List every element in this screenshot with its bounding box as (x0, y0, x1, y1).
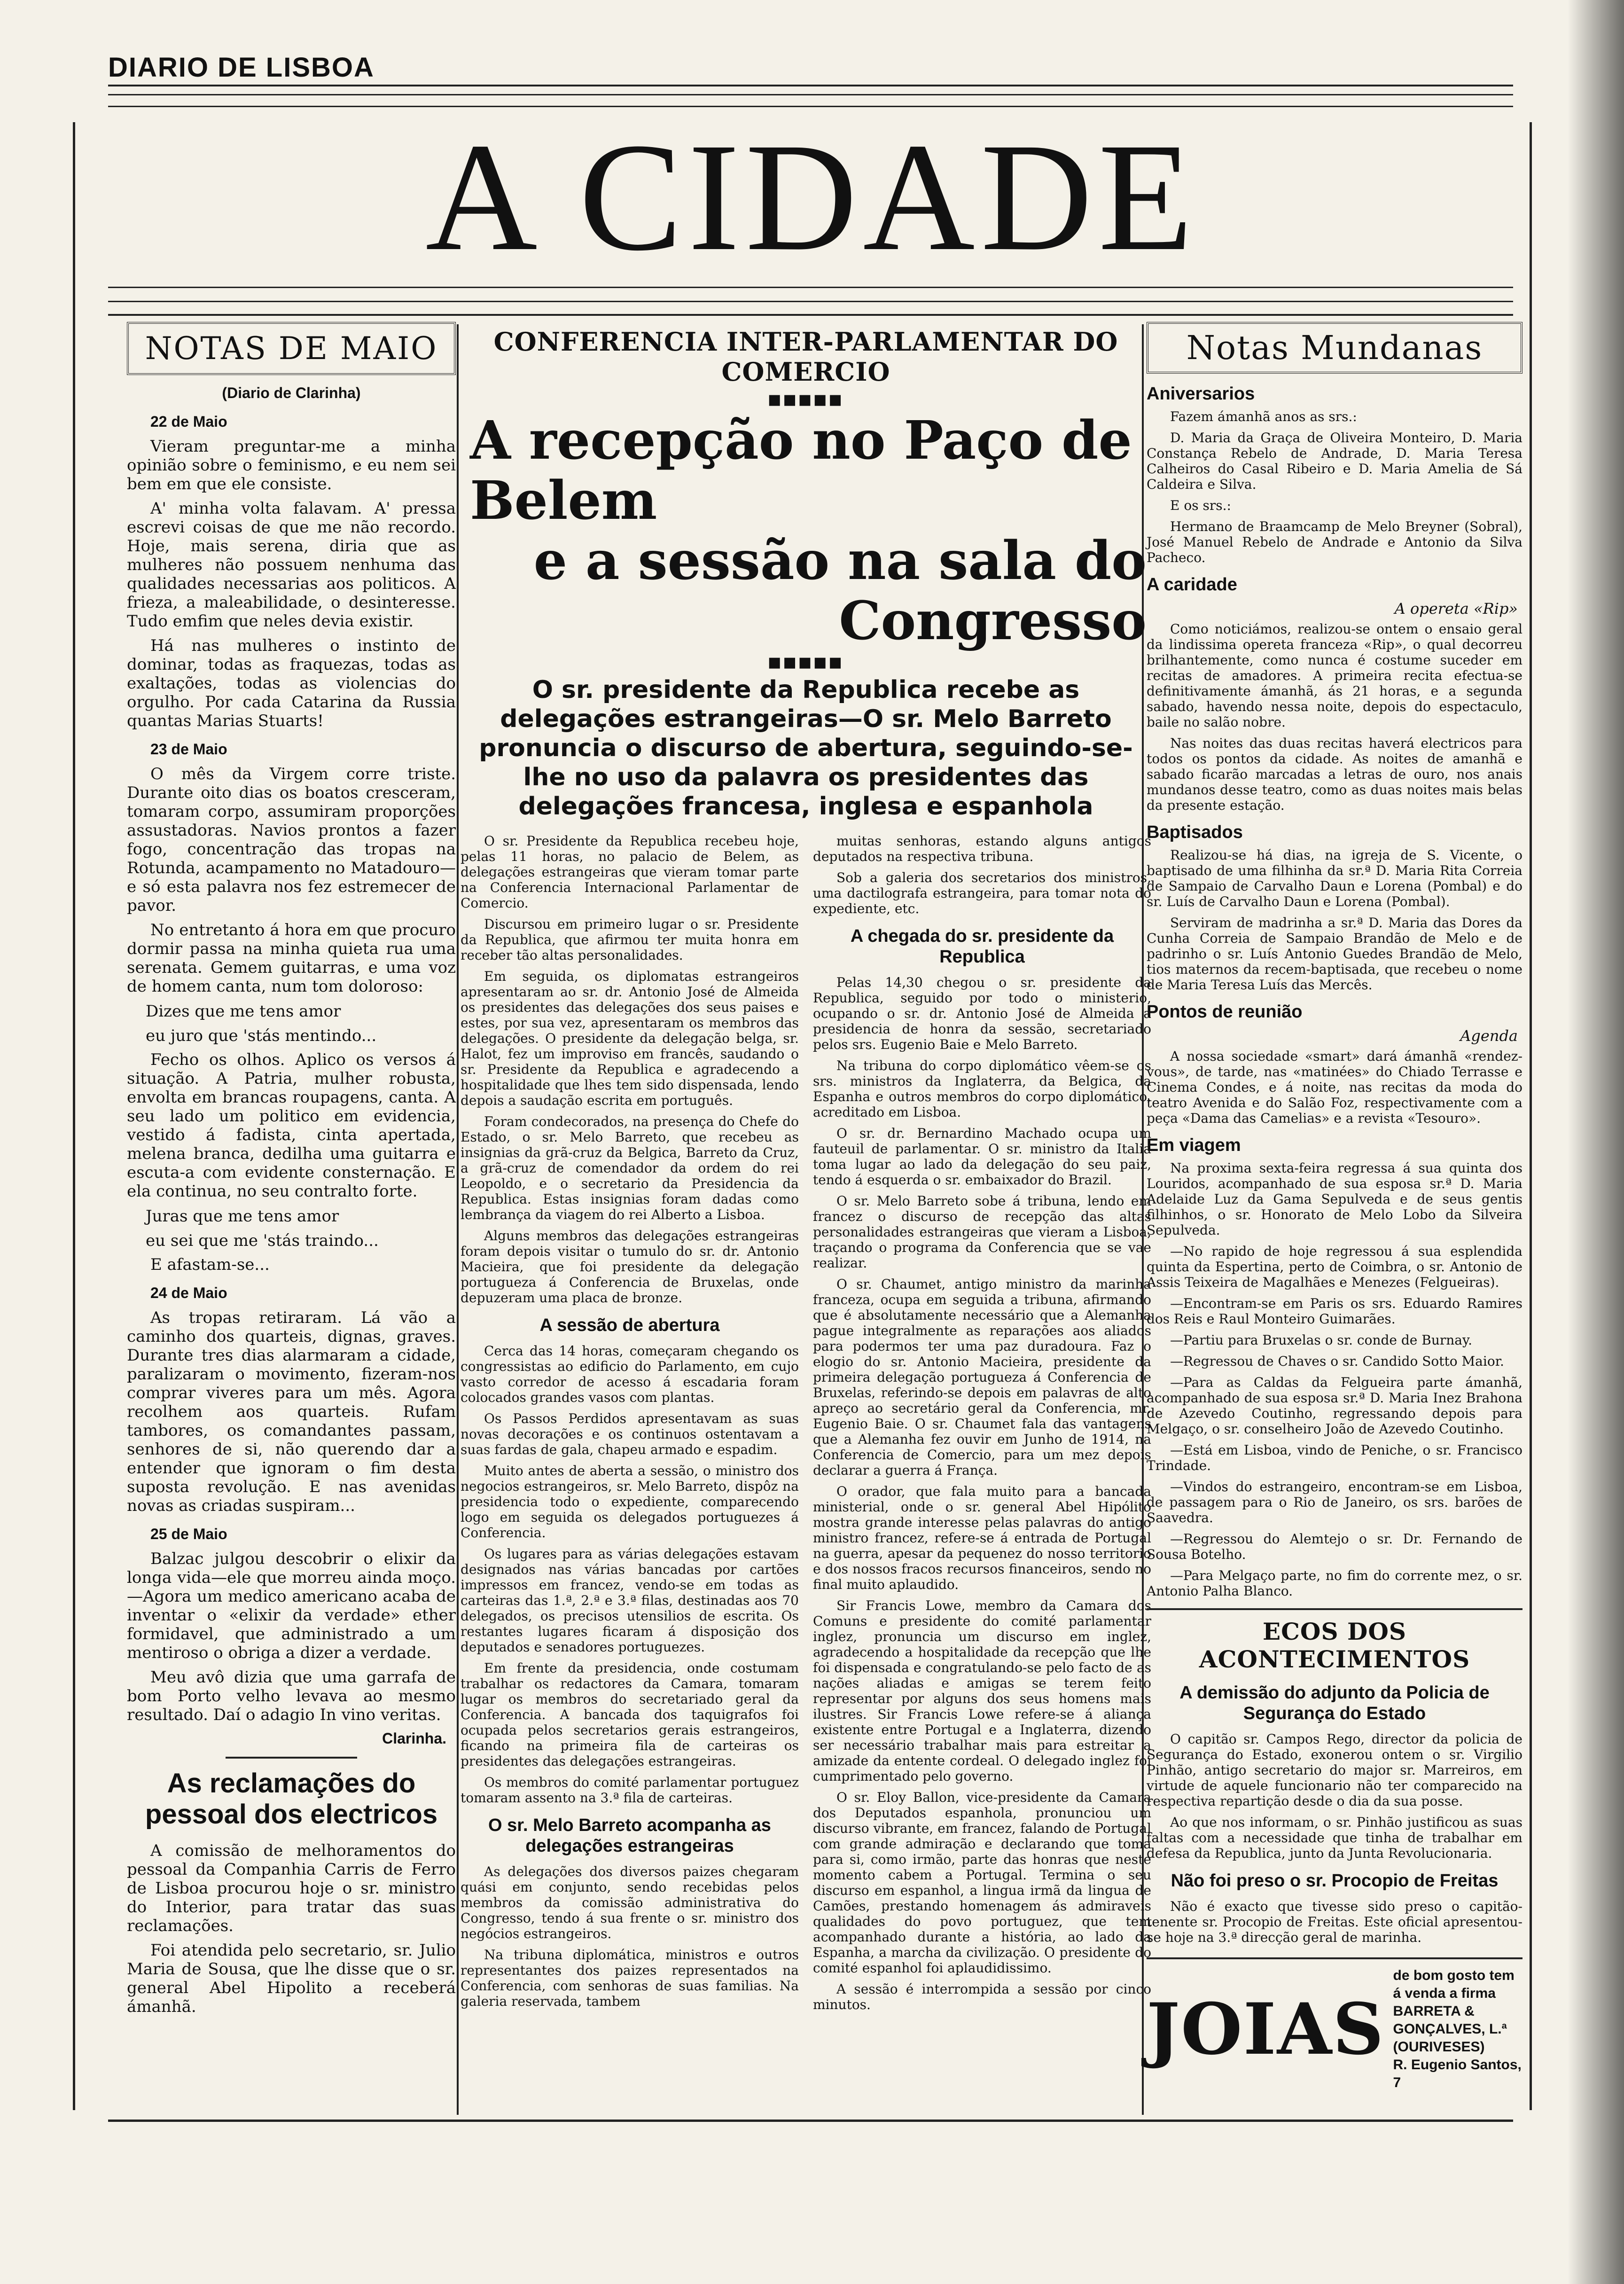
subheading: O sr. Melo Barreto acompanha as delegações estrangeiras (488, 1815, 771, 1856)
paragraph: —No rapido de hoje regressou á sua esplendida quinta da Espertina, perto de Coimbra, o sr. Antonio de Assis Teixeira de Magalhães e Menezes (Felgueiras). (1147, 1244, 1522, 1290)
paragraph: —Encontram-se em Paris os srs. Eduardo Ramires dos Reis e Raul Monteiro Guimarães. (1147, 1296, 1522, 1327)
headline-deck: O sr. presidente da Republica recebe as delegações estrangeiras—O sr. Melo Barreto pronuncia o discurso de abertura, seguindo-se-lhe no uso da palavra os presidentes das delegações francesa, inglesa e espanhola (479, 676, 1133, 821)
verse-line: Dizes que me tens amor (146, 1002, 341, 1021)
paragraph: Sir Francis Lowe, membro da Camara dos Comuns e presidente do comité parlamentar inglez, pronuncia um discurso em inglez, agradecendo a hospitalidade da recepção que lhe foi dispensada e congratulando-se pelo facto de as nações aliadas e amigas se terem feito representar por alguns dos seus homens mais ilustres. Sir Francis Lowe refere-se á aliança existente entre Portugal e a Inglaterra, dizendo ser necessário trabalhar mais para estreitar a amizade da entente cordeal. O delegado inglez foi cumprimentado pelo governo. (813, 1598, 1151, 1784)
paragraph: Na proxima sexta-feira regressa á sua quinta dos Louridos, acompanhado de sua esposa sr.ª D. Maria Adelaide Luz da Gama Sepulveda e de seus gentis filhinhos, o sr. Honorato de Melo Lobo da Silveira Sepulveda. (1147, 1160, 1522, 1238)
title-rule-1 (108, 287, 1513, 288)
subheading: A chegada do sr. presidente da Republica (850, 926, 1114, 967)
ad-lines (1393, 1967, 1522, 2092)
subheading: A sessão de abertura (539, 1315, 720, 1335)
date-heading: 22 de Maio (150, 413, 227, 430)
headline-line-2: e a sessão na sala do Congresso (533, 530, 1147, 652)
paragraph: As tropas retiraram. Lá vão a caminho dos quarteis, dignas, graves. Durante tres dias alarmaram a cidade, paralizaram o movimento, fizeram-nos comprar viveres para um mês. Agora recolhem aos quarteis. Rufam tambores, os comandantes passam, senhores de si, não querendo dar a entender que ignoram o fim desta suposta revolução. E nas avenidas novas as criadas suspiram... (127, 1308, 456, 1515)
paragraph: O sr. Melo Barreto sobe á tribuna, lendo em francez o discurso de recepção das altas personalidades estrangeiras que vieram a Lisboa, traçando o programa da Conferencia que se vae realizar. (813, 1193, 1151, 1271)
section-heading: Aniversarios (1147, 384, 1255, 404)
paragraph: Foram condecorados, na presença do Chefe do Estado, o sr. Melo Barreto, que recebeu as insignias da grã-cruz da Belgica, Barreto da Cruz, a grã-cruz de comendador da ordem do rei Leopoldo, e o secretario da Presidencia da Republica. Estas insignias foram dadas como lembrança da viagem do rei Alberto a Lisboa. (461, 1114, 799, 1222)
notas-subheader: (Diario de Clarinha) (222, 384, 361, 401)
paragraph: Meu avô dizia que uma garrafa de bom Porto velho levava ao mesmo resultado. Daí o adagio In vino veritas. (127, 1668, 456, 1724)
right-column (1147, 322, 1522, 2092)
article-body (461, 833, 1151, 2018)
subheading: A demissão do adjunto da Policia de Segurança do Estado (1179, 1683, 1490, 1723)
paragraph: A sessão é interrompida a sessão por cinco minutos. (813, 1981, 1151, 2012)
paragraph: —Regressou de Chaves o sr. Candido Sotto Maior. (1170, 1353, 1504, 1369)
paragraph: Os lugares para as várias delegações estavam designados nas várias bancadas por cartões impressos em francez, vendo-se em todas as carteiras das 1.ª, 2.ª e 3.ª filas, destinadas aos 70 delegados, os precisos utensilios de escrita. Os restantes lugares ficaram á disposição dos deputados e senadores portuguezes. (461, 1546, 799, 1655)
jewelry-advertisement (1147, 1957, 1522, 2092)
middle-column (461, 322, 1151, 2018)
paragraph: O orador, que fala muito para a bancada ministerial, onde o sr. general Abel Hipólito mostra grande interesse pelas palavras do antigo ministro francez, refere-se á entrada de Portugal na guerra, apesar da pequenez do nosso territorio e dos nossos fracos recursos financeiros, sendo no final muito aplaudido. (813, 1484, 1151, 1592)
subheading: Não foi preso o sr. Procopio de Freitas (1171, 1871, 1499, 1891)
paragraph: Em seguida, os diplomatas estrangeiros apresentaram ao sr. dr. Antonio José de Almeida os presidentes das delegações dos seus paises e estes, por sua vez, apresentaram os membros das delegações. O presidente da delegação belga, sr. Halot, fez um improviso em francês, saudando o sr. Presidente da Republica e agradecendo a hospitalidade que lhes tem sido dispensada, lendo depois a saudação escrita em português. (461, 969, 799, 1108)
article-col-2 (813, 833, 1151, 2018)
paragraph: E afastam-se... (150, 1255, 270, 1274)
section-heading: A caridade (1147, 575, 1237, 594)
paragraph: E os srs.: (1170, 498, 1231, 513)
paragraph: A nossa sociedade «smart» dará ámanhã «rendez-vous», de tarde, nas «matinées» do Chiado Terrasse e Cinema Condes, e á noite, nas recitas da moda do teatro Avenida e do Salão Foz, respectivamente com a peça «Dama das Camelias» e a revista «Tesouro». (1147, 1048, 1522, 1126)
paragraph: O sr. Presidente da Republica recebeu hoje, pelas 11 horas, no palacio de Belem, as delegações estrangeiras que vieram tomar parte na Conferencia Internacional Parlamentar de Comercio. (461, 833, 799, 911)
paragraph: Fazem ámanhã anos as srs.: (1170, 409, 1357, 424)
paragraph: Balzac julgou descobrir o elixir da longa vida—ele que morreu ainda moço.—Agora um medico americano acaba de inventar o «elixir da verdade» ether formidavel, que administrado a um mentiroso o obriga a dizer a verdade. (127, 1549, 456, 1662)
date-heading: 24 de Maio (150, 1284, 227, 1301)
paragraph: Há nas mulheres o instinto de dominar, todas as fraquezas, todas as exaltações, todas as violencias do orgulho. Por cada Catarina da Russia quantas Marias Stuarts! (127, 636, 456, 730)
paragraph: —Partiu para Bruxelas o sr. conde de Burnay. (1170, 1332, 1472, 1348)
paragraph: Pelas 14,30 chegou o sr. presidente da Republica, seguido por todo o ministerio, ocupando o sr. dr. Antonio José de Almeida a presidencia de honra da sessão, secretariado pelos srs. Eugenio Baie e Melo Barreto. (813, 975, 1151, 1052)
paragraph: O mês da Virgem corre triste. Durante oito dias os boatos cresceram, tomaram corpo, assumiram proporções assustadoras. Navios prontos a fazer fogo, concentração das tropas na Rotunda, acampamento no Matadouro—e só esta palavra nos fez estremecer de pavor. (127, 765, 456, 915)
paragraph: Sob a galeria dos secretarios dos ministros, uma dactilografa estrangeira, para tomar nota do expediente, etc. (813, 870, 1151, 916)
paragraph: Muito antes de aberta a sessão, o ministro dos negocios estrangeiros, sr. Melo Barreto, dispôz na presidencia todo o expediente, comparecendo logo em seguida os delegados portuguezes á Conferencia. (461, 1463, 799, 1541)
bottom-rule (108, 2120, 1513, 2122)
paragraph: Fecho os olhos. Aplico os versos á situação. A Patria, mulher robusta, envolta em brancas roupagens, canta. A seu lado um politico em evidencia, vestido á fadista, cinta apertada, melena branca, dedilha uma guitarra e escuta-a com evidente consternação. E ela continua, no seu contralto forte. (127, 1050, 456, 1201)
paragraph: Hermano de Braamcamp de Melo Breyner (Sobral), José Manuel Rebelo de Andrade e Antonio da Silva Pacheco. (1147, 519, 1522, 565)
paragraph: muitas senhoras, estando alguns antigos deputados na respectiva tribuna. (813, 833, 1151, 864)
article-col-1 (461, 833, 799, 2018)
ad-line: (OURIVESES) (1393, 2039, 1485, 2055)
paragraph: O capitão sr. Campos Rego, director da policia de Segurança do Estado, exonerou ontem o sr. Virgilio Pinhão, antigo secretario do major sr. Marreiros, em virtude de aquele funcionario não ter comparecido na respectiva repartição desde o dia da sua posse. (1147, 1731, 1522, 1809)
paragraph: Não é exacto que tivesse sido preso o capitão-tenente sr. Procopio de Freitas. Este oficial apresentou-se hoje na 3.ª direcção geral de marinha. (1147, 1899, 1522, 1945)
paragraph: Ao que nos informam, o sr. Pinhão justificou as suas faltas com a necessidade que tinha de trabalhar em defesa da Republica, junto da Junta Revolucionaria. (1147, 1815, 1522, 1861)
conference-kicker: CONFERENCIA INTER-PARLAMENTAR DO COMERCIO (493, 327, 1118, 387)
date-heading: 23 de Maio (150, 741, 227, 758)
masthead: DIARIO DE LISBOA (108, 52, 375, 83)
title-rule-2 (108, 301, 1513, 302)
verse-line: Juras que me tens amor (146, 1207, 339, 1226)
headline-line-1: A recepção no Paço de Belem (470, 410, 1132, 532)
ornament: ■■■■■ (768, 391, 844, 408)
scan-edge-shadow (1568, 0, 1624, 2284)
section-subheading: A opereta «Rip» (1394, 600, 1518, 618)
ecos-header: ECOS DOS ACONTECIMENTOS (1147, 1608, 1522, 1673)
top-rule (108, 85, 1513, 86)
signature: Clarinha. (382, 1730, 446, 1747)
paragraph: O sr. dr. Bernardino Machado ocupa um fauteuil de parlamentar. O sr. ministro da Italia toma lugar ao lado da delegação do seu paiz, tendo á esquerda o sr. embaixador do Brazil. (813, 1126, 1151, 1188)
left-column (127, 322, 456, 2022)
top-rule-2 (108, 94, 1513, 95)
paragraph: Serviram de madrinha a sr.ª D. Maria das Dores da Cunha Correia de Sampaio Brandão de Melo e de padrinho o sr. Luís Antonio Guedes Brandão de Melo, tios maternos da recem-baptisada, que recebeu o nome de Maria Teresa Luís das Mercês. (1147, 915, 1522, 993)
section-heading: Em viagem (1147, 1135, 1241, 1155)
paragraph: Nas noites das duas recitas haverá electricos para todos os pontos da cidade. As noites de amanhã e sabado ficarão marcadas a letras de ouro, nos anais mundanos desse teatro, como as duas noites mais belas da presente estação. (1147, 735, 1522, 813)
paragraph: No entretanto á hora em que procuro dormir passa na minha quieta rua uma serenata. Gemem guitarras, e uma voz de homem canta, num tom doloroso: (127, 921, 456, 996)
ad-line: de bom gosto tem á venda a firma (1393, 1968, 1515, 2001)
ad-line: BARRETA & GONÇALVES, L.ª (1393, 2003, 1507, 2037)
paragraph: Como noticiámos, realizou-se ontem o ensaio geral da lindissima opereta franceza «Rip», o qual decorreu brilhantemente, como nunca é costume suceder em recitas de amadores. A primeira recita efectua-se definitivamente ámanhã, ás 21 horas, e a segunda sabado, havendo nessa noite, depois do espectaculo, baile no salão nobre. (1147, 621, 1522, 730)
paragraph: As delegações dos diversos paizes chegaram quási em conjunto, sendo recebidas pelos membros da comissão administrativa do Congresso, tendo á sua frente o sr. ministro dos negócios estrangeiros. (461, 1864, 799, 1941)
verse-line: eu sei que me 'stás traindo... (146, 1231, 379, 1250)
paragraph: A' minha volta falavam. A' pressa escrevi coisas de que me não recordo. Hoje, mais serena, diria que as mulheres não possuem nenhuma das qualidades necessarias aos politicos. A frieza, a maleabilidade, o desinteresse. Tudo emfim que neles devia existir. (127, 499, 456, 631)
section-subheading: Agenda (1460, 1027, 1518, 1045)
paragraph: O sr. Chaumet, antigo ministro da marinha franceza, ocupa em seguida a tribuna, afirmando que é absolutamente necessário que a Alemanha pague integralmente as reparações aos aliados para podermos ter uma paz duradoura. Faz o elogio do sr. Antonio Macieira, presidente da primeira delegação portugueza á Conferencia de Bruxelas, referindo-se depois em palavras de alto apreço ao secretário geral da Conferencia, mr. Eugenio Baie. O sr. Chaumet fala das vantagens que a Alemanha fez ouvir em Junho de 1914, na Conferencia de Comercio, para um mez depois declarar a guerra á França. (813, 1276, 1151, 1478)
main-headline (461, 411, 1151, 651)
paragraph: —Está em Lisboa, vindo de Peniche, o sr. Francisco Trindade. (1147, 1442, 1522, 1473)
paragraph: —Regressou do Alemtejo o sr. Dr. Fernando de Sousa Botelho. (1147, 1531, 1522, 1562)
ad-line: R. Eugenio Santos, 7 (1393, 2057, 1522, 2090)
section-heading: Baptisados (1147, 822, 1243, 842)
ad-brand: JOIAS (1147, 1988, 1385, 2071)
column-divider-left (457, 324, 459, 2115)
paragraph: A comissão de melhoramentos do pessoal da Companhia Carris de Ferro de Lisboa procurou hoje o sr. ministro do Interior, para tratar das suas reclamações. (127, 1841, 456, 1935)
paragraph: Realizou-se há dias, na igreja de S. Vicente, o baptisado de uma filhinha da sr.ª D. Maria Rita Correia de Sampaio de Carvalho Daun e Lorena (Pombal) e do sr. Luís de Carvalho Daun e Lorena (Pombal). (1147, 847, 1522, 909)
notas-mundanas-header: Notas Mundanas (1147, 322, 1522, 374)
paragraph: Em frente da presidencia, onde costumam trabalhar os redactores da Camara, tomaram lugar os membros do secretariado geral da Conferencia. A bancada dos taquigrafos foi ocupada pelos secretarios gerais estrangeiros, ficando na primeira fila de carteiras os presidentes das delegações estrangeiras. (461, 1660, 799, 1769)
paragraph: —Para Melgaço parte, no fim do corrente mez, o sr. Antonio Palha Blanco. (1147, 1568, 1522, 1599)
paragraph: Os Passos Perdidos apresentavam as suas novas decorações e os continuos ostentavam a suas fardas de gala, chapeu armado e espadim. (461, 1411, 799, 1457)
paragraph: Alguns membros das delegações estrangeiras foram depois visitar o tumulo do sr. dr. Antonio Macieira, que foi presidente da delegação portugueza á Conferencia de Bruxelas, onde depuzeram uma placa de bronze. (461, 1228, 799, 1306)
paragraph: Foi atendida pelo secretario, sr. Julio Maria de Sousa, que lhe disse que o sr. general Abel Hipolito a receberá ámanhã. (127, 1941, 456, 2016)
paragraph: Discursou em primeiro lugar o sr. Presidente da Republica, que afirmou ter muita honra em receber tão altas personalidades. (461, 916, 799, 963)
verse-line: eu juro que 'stás mentindo... (146, 1026, 377, 1045)
paragraph: Na tribuna diplomática, ministros e outros representantes dos paizes representados na Conferencia, com senhoras de suas familias. Na galeria reservada, tambem (461, 1947, 799, 2009)
paragraph: —Para as Caldas da Felgueira parte ámanhã, acompanhado de sua esposa sr.ª D. Maria Inez Brahona de Azevedo Coutinho, regressando depois para Melgaço, o sr. conselheiro João de Azevedo Coutinho. (1147, 1375, 1522, 1437)
paragraph: Os membros do comité parlamentar portuguez tomaram assento na 3.ª fila de carteiras. (461, 1775, 799, 1806)
divider (226, 1757, 357, 1759)
paragraph: D. Maria da Graça de Oliveira Monteiro, D. Maria Constança Rebelo de Andrade, D. Maria Teresa Calheiros do Casal Ribeiro e D. Maria Amelia de Sá Caldeira e Silva. (1147, 430, 1522, 492)
top-rule-3 (108, 106, 1513, 107)
section-heading: Pontos de reunião (1147, 1002, 1303, 1022)
paragraph: O sr. Eloy Ballon, vice-presidente da Camara dos Deputados espanhola, pronunciou um discurso vibrante, em francez, falando de Portugal com grande admiração e declarando que toma para si, como irmão, parte das honras que neste momento cabem a Portugal. Termina o seu discurso em espanhol, a lingua irmã da lingua de Camões, prestando homenagem ás admiraveis qualidades do povo portuguez, que tem acompanhado durante a história, ao lado da Espanha, a marcha da civilização. O presidente do comité espanhol foi aplaudidissimo. (813, 1790, 1151, 1976)
date-heading: 25 de Maio (150, 1525, 227, 1542)
paragraph: Cerca das 14 horas, começaram chegando os congressistas ao edificio do Parlamento, em cujo vasto corredor de acesso á escadaria foram colocados grandes vasos com plantas. (461, 1343, 799, 1405)
title-rule-3 (108, 314, 1513, 316)
paragraph: —Vindos do estrangeiro, encontram-se em Lisboa, de passagem para o Rio de Janeiro, os srs. barões de Saavedra. (1147, 1479, 1522, 1525)
ornament: ■■■■■ (768, 654, 844, 671)
page-title: A CIDADE (425, 111, 1199, 283)
paragraph: Na tribuna do corpo diplomático vêem-se os srs. ministros da Inglaterra, da Belgica, da Espanha e outros membros do corpo diplomático, acreditado em Lisboa. (813, 1058, 1151, 1120)
notas-de-maio-header: NOTAS DE MAIO (127, 322, 456, 375)
paragraph: Vieram preguntar-me a minha opinião sobre o feminismo, e eu nem sei bem em que ele consiste. (127, 437, 456, 493)
article-headline: As reclamações do pessoal dos electricos (145, 1768, 438, 1830)
